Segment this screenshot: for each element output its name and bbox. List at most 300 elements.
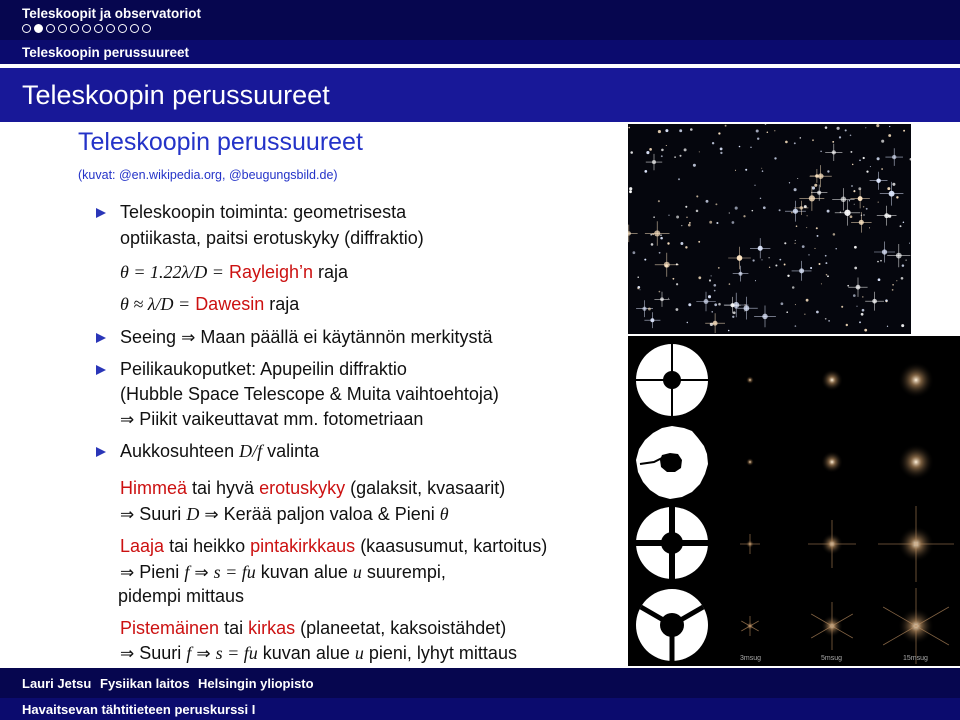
star — [687, 322, 688, 323]
psf-core — [746, 458, 754, 466]
aperture-mask-circular — [632, 340, 712, 420]
footer-bar — [0, 668, 960, 698]
star — [639, 289, 640, 290]
star — [725, 125, 727, 127]
star — [755, 280, 756, 281]
dawes-limit-word: raja — [269, 294, 300, 314]
star — [693, 164, 696, 167]
nav-dot[interactable] — [106, 24, 115, 33]
star — [865, 127, 866, 128]
star — [808, 254, 809, 255]
star — [709, 221, 712, 224]
star — [690, 128, 693, 131]
case-point-line-2 — [120, 643, 517, 664]
star — [812, 139, 814, 141]
star — [681, 225, 682, 226]
star — [858, 187, 861, 190]
rayleigh-formula: θ = 1.22λ/D = — [120, 262, 224, 282]
star — [903, 221, 905, 223]
star — [841, 306, 843, 308]
star — [828, 320, 830, 322]
star — [825, 262, 827, 264]
star — [881, 168, 883, 170]
star — [785, 141, 788, 144]
star — [837, 127, 840, 130]
star — [696, 195, 698, 197]
footer-course[interactable]: Havaitsevan tähtitieteen peruskurssi I — [22, 702, 256, 717]
bullet-triangle-icon — [96, 447, 106, 457]
star — [699, 151, 700, 152]
star — [630, 151, 633, 154]
star — [784, 264, 786, 266]
block-title: Teleskoopin perussuureet — [78, 128, 363, 156]
star — [744, 310, 745, 311]
star — [896, 280, 897, 281]
star — [794, 142, 796, 144]
star — [869, 227, 870, 228]
case-extended-line-3: pidempi mittaus — [118, 586, 245, 606]
star — [628, 127, 630, 129]
star — [733, 311, 736, 314]
star — [901, 324, 904, 327]
star — [825, 255, 827, 257]
star — [658, 130, 661, 133]
exposure-label-3: 15msug — [903, 655, 928, 662]
bullet-2-seeing — [120, 327, 493, 348]
star — [850, 151, 852, 153]
small-word: Pieni — [139, 562, 180, 582]
star — [827, 275, 829, 277]
implies-arrow-icon: ⇒ — [194, 563, 209, 583]
implies-arrow-icon: ⇒ — [120, 410, 135, 430]
star — [735, 207, 738, 210]
star — [745, 169, 747, 171]
image-area-text-2: kuvan alue — [262, 643, 350, 663]
star — [849, 200, 850, 201]
nav-dot[interactable] — [130, 24, 139, 33]
psf-core — [821, 451, 843, 473]
star — [854, 204, 855, 205]
diameter-symbol: D — [186, 504, 200, 524]
star — [756, 129, 759, 132]
star — [852, 164, 854, 166]
bullet-triangle-icon — [96, 365, 106, 375]
star — [817, 235, 819, 237]
star — [856, 306, 857, 307]
small-short-text: pieni, lyhyt mittaus — [368, 643, 517, 663]
star — [648, 308, 651, 311]
star — [839, 136, 841, 138]
faint-examples: (galaksit, kvasaarit) — [350, 478, 506, 498]
star — [877, 157, 880, 160]
star — [827, 170, 829, 172]
star — [718, 132, 720, 134]
large-word: Suuri — [139, 504, 182, 524]
nav-dot[interactable] — [118, 24, 127, 33]
star — [769, 267, 770, 268]
psf-core — [821, 369, 843, 391]
star — [864, 329, 867, 332]
theta-symbol: θ — [439, 504, 449, 524]
implies-arrow-icon: ⇒ — [120, 563, 135, 583]
star — [676, 283, 678, 285]
star — [718, 303, 721, 306]
rayleigh-limit-word: raja — [318, 262, 349, 282]
star — [711, 275, 712, 276]
star — [709, 279, 711, 281]
star — [720, 152, 722, 154]
star — [814, 248, 815, 249]
star — [905, 259, 906, 260]
star — [765, 124, 767, 125]
star — [900, 225, 902, 227]
star — [760, 198, 761, 199]
surface-brightness-word: pintakirkkaus — [250, 536, 356, 556]
star — [714, 290, 716, 292]
star — [892, 284, 894, 286]
focal-length-symbol-2: f — [186, 643, 192, 663]
star — [644, 259, 646, 261]
nav-dot[interactable] — [70, 24, 79, 33]
extended-examples: (kaasusumut, kartoitus) — [360, 536, 548, 556]
star — [665, 129, 668, 132]
star — [757, 137, 759, 139]
star — [794, 188, 797, 191]
star — [910, 158, 911, 161]
star — [768, 257, 769, 258]
star — [827, 210, 830, 213]
star — [901, 277, 904, 280]
star — [650, 234, 652, 236]
slide-navigation-dots[interactable] — [22, 24, 151, 33]
seeing-text: Maan päällä ei käytännön merkitystä — [200, 327, 493, 347]
star — [877, 261, 879, 263]
scale-equation-2: s = fu — [215, 643, 258, 663]
star — [729, 212, 730, 213]
star — [846, 324, 848, 326]
scale-equation: s = fu — [213, 562, 256, 582]
star — [870, 166, 871, 167]
focal-ratio-word: valinta — [267, 441, 320, 461]
focal-length-symbol: f — [184, 562, 190, 582]
star — [672, 278, 674, 280]
point-or: tai — [224, 618, 244, 638]
star — [861, 313, 864, 316]
star — [761, 168, 762, 169]
star — [854, 267, 857, 270]
nav-dot[interactable] — [46, 24, 55, 33]
star — [676, 216, 679, 219]
star — [789, 182, 790, 183]
case-extended-line-1 — [120, 536, 547, 557]
extended-or: tai heikko — [169, 536, 246, 556]
star — [660, 234, 662, 236]
star — [668, 215, 669, 216]
nav-dot[interactable] — [142, 24, 151, 33]
star — [629, 190, 632, 193]
image-credits: (kuvat: @en.wikipedia.org, @beugungsbild.de) — [78, 168, 338, 182]
star — [667, 242, 669, 244]
bullet-1-line-2: optiikasta, paitsi erotuskyky (diffraktio) — [120, 228, 424, 248]
bullet-3-line-1: Peilikaukoputket: Apupeilin diffraktio — [120, 359, 407, 379]
star — [752, 210, 754, 212]
star — [688, 224, 691, 227]
top-header — [0, 0, 960, 64]
star — [796, 225, 798, 227]
star — [658, 200, 660, 202]
star — [633, 251, 636, 254]
star — [800, 137, 802, 139]
star — [892, 183, 895, 186]
seeing-label: Seeing — [120, 327, 177, 347]
star — [666, 145, 667, 146]
star — [847, 285, 849, 287]
star — [826, 274, 828, 276]
star — [902, 264, 905, 267]
star — [679, 155, 681, 157]
star — [795, 243, 796, 244]
aperture-mask-segmented — [632, 422, 712, 502]
star — [814, 184, 817, 187]
star — [729, 283, 731, 285]
image-area-text: kuvan alue — [260, 562, 348, 582]
star — [795, 325, 797, 327]
star — [786, 311, 788, 313]
star — [825, 126, 828, 129]
case-extended-line-2 — [120, 562, 446, 583]
star — [713, 284, 716, 287]
star — [689, 222, 691, 224]
star — [887, 187, 890, 190]
star — [816, 227, 818, 229]
star — [781, 302, 784, 305]
star — [762, 170, 764, 172]
faint-word: Himmeä — [120, 478, 188, 498]
star — [678, 178, 680, 180]
star — [863, 206, 864, 207]
point-examples: (planeetat, kaksoistähdet) — [300, 618, 507, 638]
star — [637, 287, 639, 289]
star — [795, 240, 796, 241]
footer-department: Fysiikan laitos — [100, 676, 190, 691]
section-title[interactable]: Teleskoopit ja observatoriot — [22, 6, 202, 21]
star — [675, 308, 678, 311]
footer-course-bar — [0, 698, 960, 720]
nav-dot[interactable] — [82, 24, 91, 33]
star — [853, 294, 856, 297]
nav-dot[interactable] — [34, 24, 43, 33]
case-point-line-1 — [120, 618, 506, 639]
star — [886, 301, 888, 303]
star — [888, 134, 891, 137]
star — [832, 141, 834, 143]
star — [806, 227, 807, 228]
star — [743, 215, 745, 217]
bright-word: kirkas — [248, 618, 296, 638]
star — [833, 233, 836, 236]
star — [712, 142, 714, 144]
rayleigh-equation — [120, 262, 348, 283]
star — [739, 146, 741, 148]
nav-dot[interactable] — [22, 24, 31, 33]
star — [754, 185, 755, 186]
star — [644, 170, 647, 173]
star — [732, 221, 735, 224]
star — [859, 159, 861, 161]
dawes-name: Dawesin — [195, 294, 265, 314]
star — [688, 303, 691, 306]
star — [820, 151, 821, 152]
star — [685, 246, 687, 248]
large-word-2: Suuri — [139, 643, 182, 663]
aperture-mask-cross-spider — [632, 503, 712, 583]
star — [750, 147, 751, 148]
collects-light-text: Kerää paljon valoa & Pieni — [223, 504, 435, 524]
star — [711, 311, 712, 312]
faint-or: tai hyvä — [192, 478, 255, 498]
star — [887, 326, 888, 327]
psf-core — [898, 444, 934, 480]
star — [715, 203, 717, 205]
star — [861, 215, 862, 216]
star — [802, 245, 805, 248]
star — [851, 185, 853, 187]
bullet-4-focal-ratio — [120, 441, 319, 462]
u-symbol-2: u — [354, 643, 364, 663]
star — [708, 295, 711, 298]
exposure-label-2: 5msug — [821, 655, 843, 662]
star — [806, 299, 809, 302]
star — [659, 252, 661, 254]
star — [812, 186, 815, 189]
star — [774, 130, 775, 131]
star — [821, 283, 822, 284]
dawes-formula: θ ≈ λ/D = — [120, 294, 191, 314]
aperture-mask-three-vane — [632, 585, 712, 665]
bullet-3-line-3 — [120, 409, 423, 430]
star — [629, 187, 632, 190]
footer-university: Helsingin yliopisto — [198, 676, 314, 691]
star — [866, 208, 868, 210]
star — [661, 155, 663, 157]
star — [774, 157, 776, 159]
star — [878, 278, 881, 281]
star — [732, 316, 734, 318]
star — [892, 289, 894, 291]
subsection-title[interactable]: Teleskoopin perussuureet — [22, 45, 190, 60]
rayleigh-name: Rayleigh’n — [228, 262, 314, 282]
focal-ratio-symbol: D/f — [239, 441, 263, 461]
star — [680, 242, 683, 245]
spikes-text: Piikit vaikeuttavat mm. fotometriaan — [139, 409, 424, 429]
star — [862, 296, 864, 298]
implies-arrow-icon: ⇒ — [120, 644, 135, 664]
extended-word: Laaja — [120, 536, 165, 556]
point-word: Pistemäinen — [120, 618, 220, 638]
star — [854, 190, 855, 191]
bullet-1-line-1: Teleskoopin toiminta: geometrisesta — [120, 202, 407, 222]
star — [845, 129, 847, 131]
implies-arrow-icon: ⇒ — [204, 505, 219, 525]
star — [696, 210, 699, 213]
star — [791, 212, 793, 214]
star — [684, 148, 687, 151]
star — [816, 311, 819, 314]
bullet-triangle-icon — [96, 333, 106, 343]
star — [653, 216, 655, 218]
star — [735, 170, 736, 171]
u-symbol: u — [352, 562, 362, 582]
star — [810, 267, 812, 269]
star — [659, 291, 661, 293]
resolution-word: erotuskyky — [259, 478, 346, 498]
nav-dot[interactable] — [58, 24, 67, 33]
star — [637, 276, 638, 277]
star — [706, 200, 709, 203]
nav-dot[interactable] — [94, 24, 103, 33]
star — [651, 243, 654, 246]
star — [804, 314, 805, 315]
dawes-equation — [120, 294, 299, 315]
star — [866, 170, 868, 172]
star — [881, 140, 884, 143]
star — [840, 211, 841, 212]
star — [854, 246, 857, 249]
case-faint-line-1 — [120, 478, 505, 499]
star — [792, 286, 795, 289]
star — [685, 206, 687, 208]
star — [668, 298, 669, 299]
star — [795, 304, 796, 305]
star — [674, 156, 676, 158]
star — [863, 214, 864, 215]
star — [646, 151, 649, 154]
star — [761, 259, 762, 260]
star — [909, 243, 910, 244]
star — [698, 276, 701, 279]
star — [878, 202, 879, 203]
bullet-3-line-2: (Hubble Space Telescope & Muita vaihtoehtoja) — [120, 384, 499, 404]
star — [797, 178, 798, 179]
star — [850, 215, 853, 218]
star — [779, 209, 781, 211]
implies-arrow-icon: ⇒ — [181, 328, 196, 348]
star — [728, 330, 730, 332]
star — [679, 129, 682, 132]
star — [752, 259, 754, 261]
psf-core — [746, 376, 754, 384]
star — [714, 303, 717, 306]
star — [787, 275, 789, 277]
implies-arrow-icon: ⇒ — [120, 505, 135, 525]
star — [825, 318, 827, 320]
star — [698, 241, 700, 243]
star-field-graphic — [628, 124, 911, 334]
frame-title: Teleskoopin perussuureet — [22, 80, 330, 110]
larger-text: suurempi, — [366, 562, 446, 582]
footer-author: Lauri Jetsu — [22, 676, 92, 691]
star — [903, 130, 905, 132]
star — [784, 242, 786, 244]
psf-core — [898, 362, 934, 398]
exposure-label-1: 3msug — [740, 655, 762, 662]
star — [649, 148, 652, 151]
case-faint-line-2 — [120, 504, 449, 525]
star-field-image — [628, 124, 911, 334]
star — [850, 135, 852, 137]
star — [859, 321, 861, 323]
star — [775, 264, 777, 266]
